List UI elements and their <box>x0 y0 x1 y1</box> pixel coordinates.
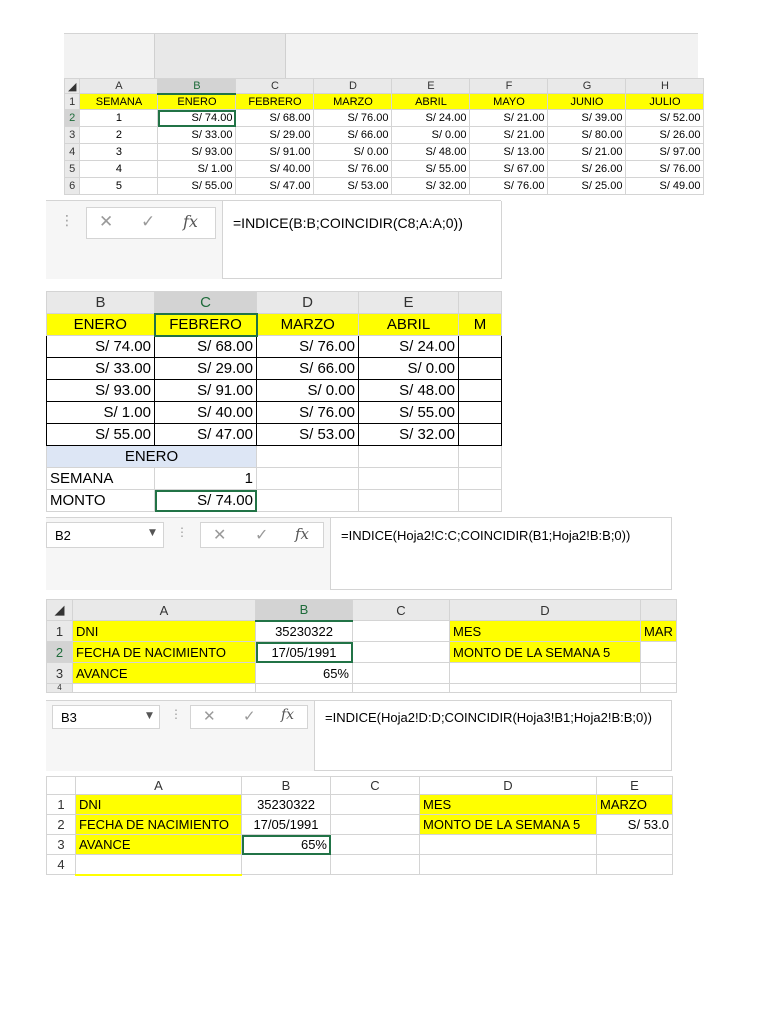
cell[interactable]: S/ 1.00 <box>158 161 236 178</box>
cell[interactable]: MAYO <box>470 94 548 110</box>
enter-check-icon[interactable]: ✓ <box>243 707 256 725</box>
col-header[interactable]: C <box>236 79 314 94</box>
enter-check-icon[interactable]: ✓ <box>255 525 269 544</box>
cell[interactable]: S/ 66.00 <box>314 127 392 144</box>
cell[interactable] <box>459 490 502 512</box>
cell[interactable]: FECHA DE NACIMIENTO <box>73 642 256 663</box>
formula-text: =INDICE(Hoja2!C:C;COINCIDIR(B1;Hoja2!B:B;0)) <box>341 528 631 543</box>
cell[interactable]: S/ 52.00 <box>626 110 704 127</box>
col-header[interactable]: F <box>470 79 548 94</box>
cell[interactable]: S/ 26.00 <box>548 161 626 178</box>
cell[interactable]: M <box>459 314 502 336</box>
cell[interactable] <box>459 446 502 468</box>
col-header[interactable]: A <box>76 777 242 795</box>
formula-text: =INDICE(Hoja2!D:D;COINCIDIR(Hoja3!B1;Hoja2!B:B;0)) <box>325 710 652 725</box>
cell[interactable]: ENERO <box>158 94 236 110</box>
cell[interactable]: S/ 76.00 <box>314 161 392 178</box>
cell[interactable]: FEBRERO <box>155 314 257 336</box>
cell[interactable]: S/ 1.00 <box>47 402 155 424</box>
cell[interactable]: S/ 24.00 <box>392 110 470 127</box>
cell[interactable]: S/ 76.00 <box>257 402 359 424</box>
cell[interactable] <box>459 380 502 402</box>
cell[interactable]: S/ 33.00 <box>158 127 236 144</box>
cell[interactable]: S/ 13.00 <box>470 144 548 161</box>
col-header[interactable]: B <box>242 777 331 795</box>
col-header[interactable]: H <box>626 79 704 94</box>
selected-cell[interactable]: 17/05/1991 <box>256 642 353 663</box>
col-header[interactable]: D <box>314 79 392 94</box>
col-header[interactable]: B <box>158 79 236 94</box>
formula-input[interactable] <box>330 518 672 590</box>
cell[interactable] <box>597 835 673 855</box>
cell[interactable]: JULIO <box>626 94 704 110</box>
row-header[interactable]: 5 <box>65 161 80 178</box>
cell[interactable] <box>359 446 459 468</box>
cell[interactable] <box>331 815 420 835</box>
cell[interactable]: S/ 76.00 <box>470 178 548 195</box>
cell[interactable]: S/ 33.00 <box>47 358 155 380</box>
cell[interactable]: S/ 55.00 <box>158 178 236 195</box>
col-header[interactable]: D <box>450 600 641 621</box>
cell[interactable]: SEMANA <box>80 94 158 110</box>
row-header[interactable]: 1 <box>47 621 73 642</box>
col-header[interactable]: A <box>73 600 256 621</box>
cell[interactable]: MONTO DE LA SEMANA 5 <box>420 815 597 835</box>
cell[interactable] <box>459 402 502 424</box>
cell[interactable] <box>459 468 502 490</box>
col-header[interactable]: B <box>47 292 155 314</box>
cell[interactable] <box>641 642 677 663</box>
chevron-down-icon[interactable]: ▼ <box>146 711 153 721</box>
row-header[interactable]: 3 <box>47 663 73 684</box>
formula-buttons-box <box>200 522 324 548</box>
name-box-text: B2 <box>55 528 71 543</box>
shot4-formula-bar <box>46 700 672 771</box>
cell[interactable] <box>459 336 502 358</box>
cell[interactable]: S/ 93.00 <box>158 144 236 161</box>
cell[interactable] <box>641 663 677 684</box>
cell[interactable]: S/ 29.00 <box>155 358 257 380</box>
row-header[interactable]: 1 <box>65 94 80 110</box>
shot2-sheet <box>46 291 502 512</box>
row-header[interactable]: 3 <box>47 835 76 855</box>
cell[interactable]: S/ 47.00 <box>236 178 314 195</box>
col-header[interactable]: E <box>392 79 470 94</box>
cell[interactable]: FECHA DE NACIMIENTO <box>76 815 242 835</box>
cell[interactable] <box>257 468 359 490</box>
selected-cell[interactable]: 65% <box>242 835 331 855</box>
cell[interactable]: S/ 80.00 <box>548 127 626 144</box>
cell[interactable]: SEMANA <box>47 468 155 490</box>
cell[interactable]: S/ 40.00 <box>236 161 314 178</box>
cell[interactable]: S/ 93.00 <box>47 380 155 402</box>
cell[interactable]: ENERO <box>47 314 155 336</box>
col-header[interactable]: G <box>548 79 626 94</box>
cell[interactable]: S/ 25.00 <box>548 178 626 195</box>
cell[interactable]: S/ 32.00 <box>359 424 459 446</box>
insert-function-icon[interactable]: fx <box>295 525 310 543</box>
cell[interactable] <box>257 446 359 468</box>
cell[interactable] <box>353 642 450 663</box>
shot4-sheet <box>46 776 673 876</box>
cell[interactable]: S/ 26.00 <box>626 127 704 144</box>
cell[interactable]: MES <box>450 621 641 642</box>
row-header[interactable]: 6 <box>65 178 80 195</box>
cell[interactable] <box>73 684 256 693</box>
cancel-icon[interactable]: ✕ <box>203 707 216 725</box>
cell[interactable]: S/ 49.00 <box>626 178 704 195</box>
cell[interactable]: S/ 91.00 <box>155 380 257 402</box>
cell[interactable] <box>459 358 502 380</box>
cell[interactable]: S/ 0.00 <box>359 358 459 380</box>
col-header[interactable] <box>641 600 677 621</box>
cell[interactable]: MONTO DE LA SEMANA 5 <box>450 642 641 663</box>
cell[interactable]: 4 <box>80 161 158 178</box>
selected-cell[interactable]: S/ 74.00 <box>158 110 236 127</box>
cell[interactable] <box>420 855 597 875</box>
cancel-icon[interactable]: ✕ <box>99 212 114 232</box>
chevron-down-icon[interactable]: ▼ <box>149 528 156 538</box>
cell[interactable]: S/ 66.00 <box>257 358 359 380</box>
name-box[interactable] <box>46 522 164 548</box>
cell[interactable]: ABRIL <box>359 314 459 336</box>
cell[interactable] <box>359 468 459 490</box>
cell[interactable]: MES <box>420 795 597 815</box>
row-header[interactable]: 4 <box>65 144 80 161</box>
formula-input[interactable] <box>314 701 672 771</box>
row-header[interactable]: 2 <box>47 815 76 835</box>
insert-function-icon[interactable]: fx <box>281 707 295 723</box>
cell[interactable]: MARZO <box>257 314 359 336</box>
formula-buttons-box <box>86 207 216 239</box>
cell[interactable]: S/ 0.00 <box>392 127 470 144</box>
row-header[interactable]: 4 <box>47 855 76 875</box>
select-all-corner[interactable] <box>47 777 76 795</box>
cell[interactable] <box>353 621 450 642</box>
cell[interactable]: MAR <box>641 621 677 642</box>
cell[interactable]: S/ 91.00 <box>236 144 314 161</box>
cell[interactable]: MARZO <box>314 94 392 110</box>
cell[interactable]: 1 <box>155 468 257 490</box>
selected-cell[interactable]: S/ 74.00 <box>155 490 257 512</box>
cell[interactable]: ABRIL <box>392 94 470 110</box>
select-all-corner[interactable]: ◢ <box>65 79 80 94</box>
cell[interactable]: S/ 74.00 <box>47 336 155 358</box>
cell[interactable] <box>76 855 242 875</box>
cell[interactable]: S/ 29.00 <box>236 127 314 144</box>
cell[interactable]: S/ 76.00 <box>257 336 359 358</box>
enter-check-icon[interactable]: ✓ <box>141 212 156 232</box>
cell[interactable]: S/ 53.00 <box>314 178 392 195</box>
cancel-icon[interactable]: ✕ <box>213 525 227 544</box>
shot1-sheet <box>64 78 704 195</box>
cell[interactable]: S/ 21.00 <box>470 127 548 144</box>
formula-text: =INDICE(B:B;COINCIDIR(C8;A:A;0)) <box>233 215 463 231</box>
cell[interactable]: 65% <box>256 663 353 684</box>
cell[interactable]: S/ 68.00 <box>155 336 257 358</box>
cell[interactable]: S/ 39.00 <box>548 110 626 127</box>
col-header[interactable]: A <box>80 79 158 94</box>
cell[interactable]: ENERO <box>47 446 257 468</box>
shot2-formula-bar <box>46 200 501 279</box>
cell[interactable]: S/ 97.00 <box>626 144 704 161</box>
row-header[interactable]: 4 <box>47 684 73 693</box>
name-box[interactable] <box>52 705 160 729</box>
insert-function-icon[interactable]: fx <box>183 212 198 231</box>
cell[interactable]: S/ 47.00 <box>155 424 257 446</box>
cell[interactable] <box>256 684 353 693</box>
cell[interactable]: DNI <box>76 795 242 815</box>
row-header[interactable]: 2 <box>65 110 80 127</box>
col-header[interactable]: D <box>420 777 597 795</box>
cell[interactable]: S/ 53.0 <box>597 815 673 835</box>
cell[interactable]: 1 <box>80 110 158 127</box>
cell[interactable]: 5 <box>80 178 158 195</box>
col-header[interactable] <box>459 292 502 314</box>
cell[interactable]: 35230322 <box>256 621 353 642</box>
cell[interactable]: 35230322 <box>242 795 331 815</box>
row-header[interactable]: 1 <box>47 795 76 815</box>
cell[interactable]: S/ 0.00 <box>314 144 392 161</box>
cell[interactable] <box>641 684 677 693</box>
shot3-sheet <box>46 599 677 693</box>
more-options-icon[interactable]: ⋮ <box>60 213 74 229</box>
cell[interactable]: S/ 55.00 <box>392 161 470 178</box>
cell[interactable]: S/ 76.00 <box>626 161 704 178</box>
cell[interactable]: S/ 24.00 <box>359 336 459 358</box>
cell[interactable] <box>450 684 641 693</box>
cell[interactable]: FEBRERO <box>236 94 314 110</box>
cell[interactable] <box>331 855 420 875</box>
cell[interactable]: 2 <box>80 127 158 144</box>
cell[interactable]: AVANCE <box>73 663 256 684</box>
cell[interactable]: S/ 48.00 <box>359 380 459 402</box>
cell[interactable] <box>257 490 359 512</box>
col-header[interactable]: C <box>155 292 257 314</box>
col-header[interactable]: E <box>597 777 673 795</box>
cell[interactable]: S/ 53.00 <box>257 424 359 446</box>
cell[interactable]: 17/05/1991 <box>242 815 331 835</box>
cell[interactable] <box>331 835 420 855</box>
cell[interactable]: MONTO <box>47 490 155 512</box>
cell[interactable] <box>420 835 597 855</box>
more-options-icon[interactable]: ⋮ <box>170 707 182 721</box>
cell[interactable]: MARZO <box>597 795 673 815</box>
shot3-formula-bar <box>46 517 672 590</box>
cell[interactable]: S/ 55.00 <box>359 402 459 424</box>
shot1-top-strip <box>64 33 698 79</box>
col-header[interactable]: D <box>257 292 359 314</box>
formula-input[interactable] <box>222 201 502 279</box>
cell[interactable]: S/ 67.00 <box>470 161 548 178</box>
col-header[interactable]: C <box>331 777 420 795</box>
more-options-icon[interactable]: ⋮ <box>176 525 188 539</box>
col-header[interactable]: B <box>256 600 353 621</box>
cell[interactable]: S/ 32.00 <box>392 178 470 195</box>
cell[interactable]: S/ 0.00 <box>257 380 359 402</box>
cell[interactable]: S/ 21.00 <box>470 110 548 127</box>
cell[interactable] <box>331 795 420 815</box>
formula-buttons-box <box>190 705 308 729</box>
cell[interactable] <box>353 684 450 693</box>
cell[interactable]: S/ 40.00 <box>155 402 257 424</box>
cell[interactable]: S/ 76.00 <box>314 110 392 127</box>
cell[interactable] <box>450 663 641 684</box>
cell[interactable]: S/ 21.00 <box>548 144 626 161</box>
col-header[interactable]: C <box>353 600 450 621</box>
col-header[interactable]: E <box>359 292 459 314</box>
cell[interactable]: 3 <box>80 144 158 161</box>
row-header[interactable]: 3 <box>65 127 80 144</box>
cell[interactable]: S/ 48.00 <box>392 144 470 161</box>
cell[interactable]: AVANCE <box>76 835 242 855</box>
cell[interactable] <box>353 663 450 684</box>
cell[interactable]: JUNIO <box>548 94 626 110</box>
select-all-corner[interactable]: ◢ <box>47 600 73 621</box>
cell[interactable]: S/ 68.00 <box>236 110 314 127</box>
cell[interactable] <box>359 490 459 512</box>
cell[interactable]: S/ 55.00 <box>47 424 155 446</box>
cell[interactable]: DNI <box>73 621 256 642</box>
cell[interactable] <box>597 855 673 875</box>
cell[interactable] <box>242 855 331 875</box>
cell[interactable] <box>459 424 502 446</box>
row-header[interactable]: 2 <box>47 642 73 663</box>
name-box-text: B3 <box>61 710 77 725</box>
